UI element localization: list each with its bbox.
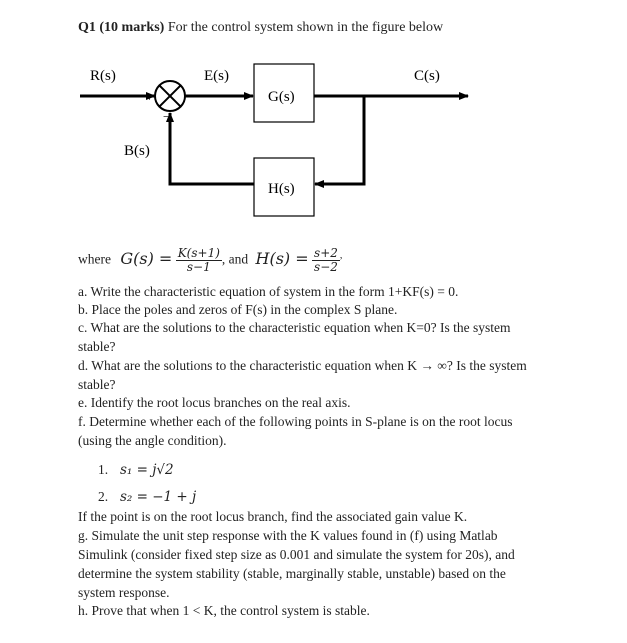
g-denominator: s−1 — [186, 260, 211, 274]
point-2-number: 2. — [98, 489, 109, 504]
g-numerator: K(s+1) — [177, 246, 220, 260]
part-d-line1: d. What are the solutions to the characteristic equation when K → ∞? Is the system — [78, 358, 527, 373]
part-a: a. Write the characteristic equation of system in the form 1+KF(s) = 0. — [78, 284, 459, 299]
question-number: Q1 (10 marks) — [78, 20, 165, 35]
feedback-block-label: H(s) — [268, 181, 295, 197]
input-label: R(s) — [90, 68, 116, 84]
error-label: E(s) — [204, 68, 229, 84]
where-text: where — [78, 251, 111, 267]
block-diagram — [0, 0, 627, 250]
tail-comma: , — [339, 250, 343, 261]
h-numerator: s+2 — [314, 246, 338, 260]
question-intro: For the control system shown in the figure below — [167, 20, 444, 35]
part-f-line2: (using the angle condition). — [78, 433, 227, 448]
part-e: e. Identify the root locus branches on the real axis. — [78, 395, 351, 410]
part-h: h. Prove that when 1 < K, the control system is stable. — [78, 603, 370, 618]
point-1-value: s₁ = j√2 — [120, 462, 174, 478]
part-d-line2: stable? — [78, 377, 116, 392]
h-lhs: H(s) = — [255, 248, 309, 268]
feedback-return-line — [170, 113, 254, 184]
part-g-line4: system response. — [78, 585, 170, 600]
and-text: , and — [221, 251, 249, 267]
output-label: C(s) — [414, 68, 440, 84]
feedback-label: B(s) — [124, 143, 150, 159]
h-fraction — [312, 247, 340, 274]
part-c-line1: c. What are the solutions to the characteristic equation when K=0? Is the system — [78, 320, 511, 335]
transfer-function-line — [78, 247, 342, 274]
part-f-line1: f. Determine whether each of the following points in S-plane is on the root locus — [78, 414, 513, 429]
plus-sign: + — [146, 89, 154, 104]
part-c-line2: stable? — [78, 339, 116, 354]
h-denominator: s−2 — [314, 260, 338, 274]
feedback-takeoff-line — [315, 96, 364, 184]
point-1-number: 1. — [98, 462, 109, 477]
part-g-line2: Simulink (consider fixed step size as 0.001 and simulate the system for 20s), and — [78, 547, 515, 562]
part-f-gain: If the point is on the root locus branch, find the associated gain value K. — [78, 509, 468, 524]
minus-sign: − — [163, 109, 171, 124]
summing-junction — [155, 81, 185, 111]
part-g-line1: g. Simulate the unit step response with the K values found in (f) using Matlab — [78, 528, 498, 543]
g-lhs: G(s) = — [120, 248, 173, 268]
part-g-line3: determine the system stability (stable, marginally stable, unstable) based on the — [78, 566, 506, 581]
part-b: b. Place the poles and zeros of F(s) in the complex S plane. — [78, 302, 398, 317]
forward-block-label: G(s) — [268, 89, 295, 105]
point-2-value: s₂ = −1 + j — [120, 489, 197, 505]
g-fraction — [176, 247, 222, 274]
